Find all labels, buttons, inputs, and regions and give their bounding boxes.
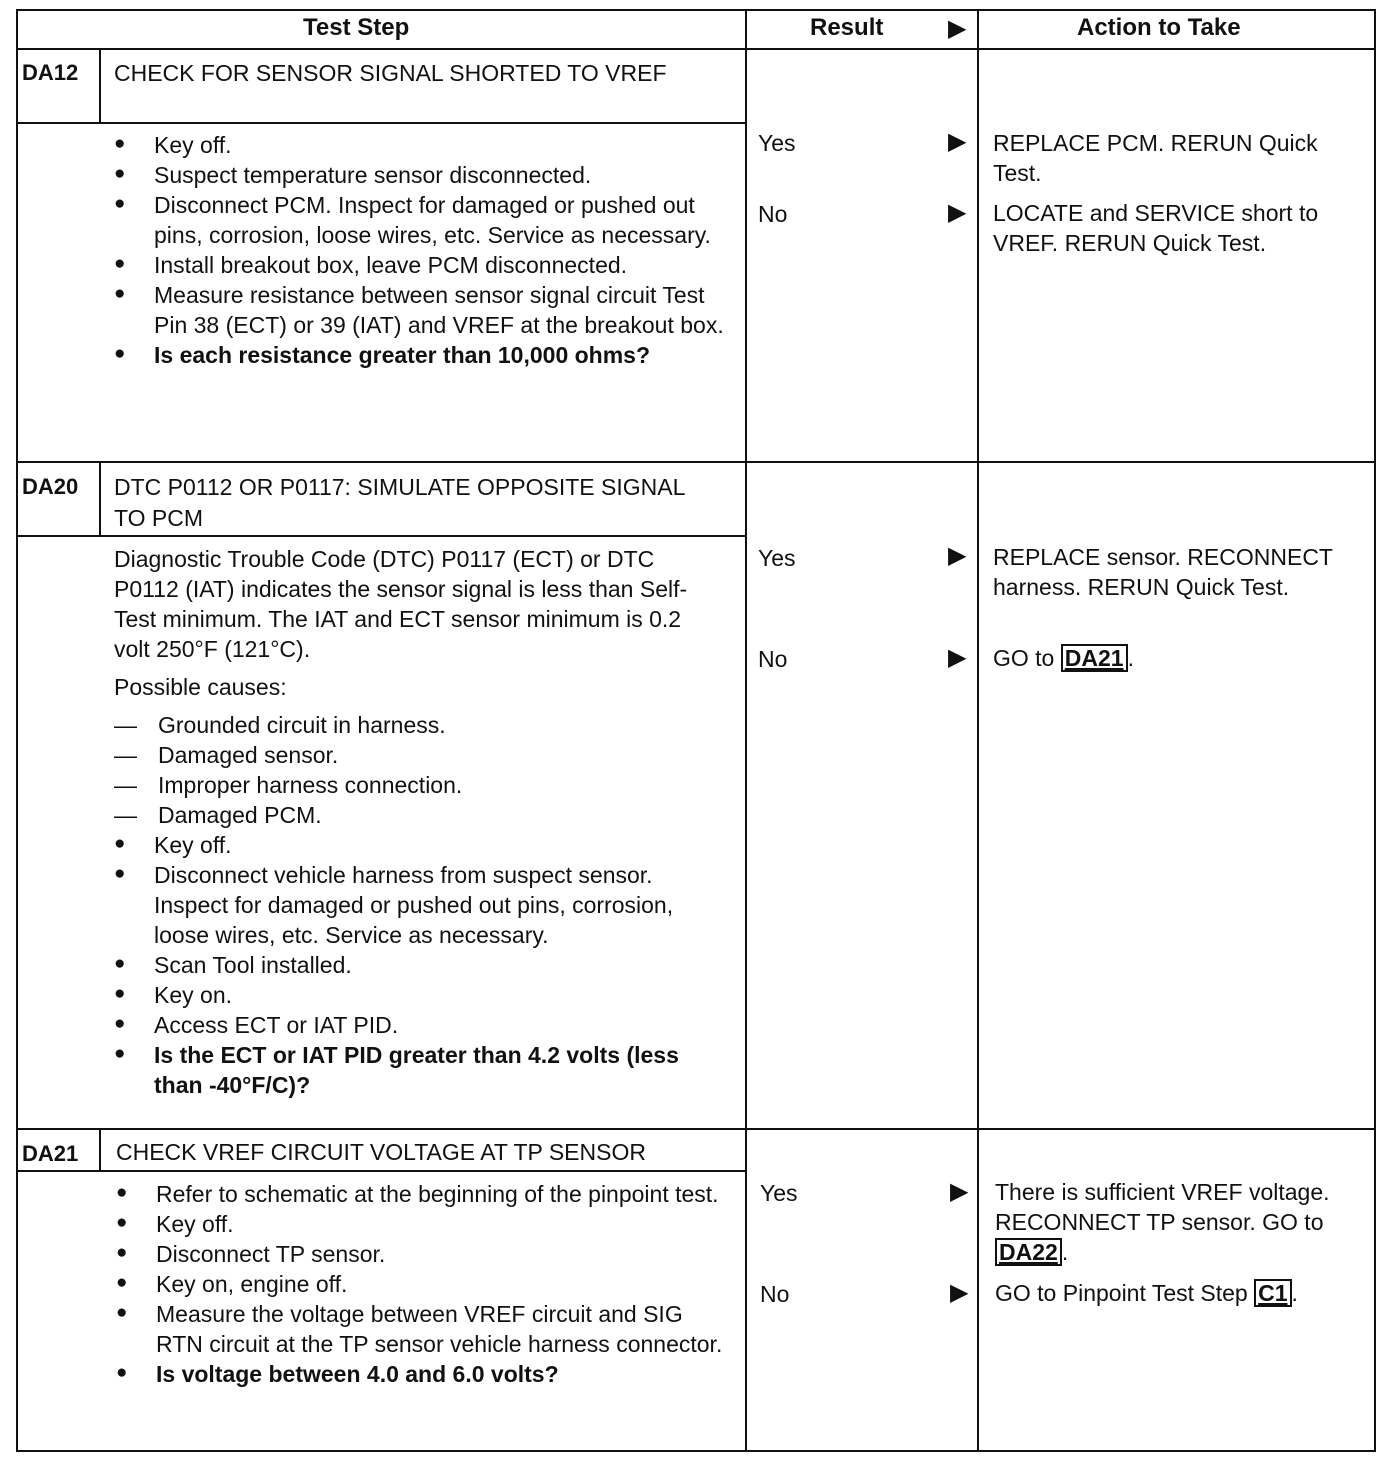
action-yes: REPLACE PCM. RERUN Quick Test. [993, 130, 1318, 186]
list-item: ● Disconnect vehicle harness from suspect sensor. Inspect for damaged or pushed out pins, corrosion, loose wires, etc. Service as necessary. [114, 860, 714, 950]
row-divider-2 [16, 1128, 1374, 1130]
step-title: DTC P0112 OR P0117: SIMULATE OPPOSITE SIGNAL TO PCM [114, 474, 685, 531]
action-text: GO to Pinpoint Test Step [995, 1280, 1248, 1306]
right-triangle-icon: ▶ [948, 542, 967, 569]
table-border-bottom [16, 1450, 1376, 1452]
list-item: ● Key off. [114, 130, 724, 160]
col-divider-action [977, 9, 979, 1452]
right-triangle-icon: ▶ [950, 1178, 969, 1205]
col-divider-result [745, 9, 747, 1452]
action-no [993, 643, 1368, 673]
step-id-divider-2 [99, 461, 101, 535]
list-item: ● Disconnect PCM. Inspect for damaged or pushed out pins, corrosion, loose wires, etc. Service as necessary. [114, 190, 724, 250]
header-test-step: Test Step [303, 14, 410, 41]
step-body [116, 1179, 726, 1389]
right-triangle-icon: ▶ [950, 1279, 969, 1306]
step-id-divider-1 [99, 48, 101, 122]
list-item: ● Key on, engine off. [116, 1269, 726, 1299]
result-no: No [758, 201, 788, 227]
list-item: ● Scan Tool installed. [114, 950, 714, 980]
step-id: DA21 [22, 1141, 79, 1166]
list-item: ● Key off. [116, 1209, 726, 1239]
cause-item: — Damaged sensor. [114, 740, 714, 770]
step-link-da22[interactable]: DA22 [995, 1238, 1062, 1266]
step-title-divider-1 [16, 122, 746, 124]
header-divider [16, 48, 1374, 50]
action-text: There is sufficient VREF voltage. RECONNECT TP sensor. GO to [995, 1179, 1330, 1235]
right-triangle-icon: ▶ [948, 128, 967, 155]
table-border-right [1374, 9, 1376, 1452]
list-item: ● Install breakout box, leave PCM disconnected. [114, 250, 724, 280]
step-id-divider-3 [99, 1128, 101, 1170]
right-triangle-icon: ▶ [948, 199, 967, 226]
list-item: ● Measure resistance between sensor signal circuit Test Pin 38 (ECT) or 39 (IAT) and VREF at the breakout box. [114, 280, 724, 340]
cause-item: — Improper harness connection. [114, 770, 714, 800]
question-item: ● Is the ECT or IAT PID greater than 4.2 volts (less than -40°F/C)? [114, 1040, 714, 1100]
right-triangle-icon: ▶ [948, 644, 967, 671]
action-text-end: . [1127, 645, 1134, 671]
list-item: ● Access ECT or IAT PID. [114, 1010, 714, 1040]
right-triangle-icon: ▶ [948, 15, 967, 42]
question-item: ● Is each resistance greater than 10,000 ohms? [114, 340, 724, 370]
list-item: ● Refer to schematic at the beginning of the pinpoint test. [116, 1179, 726, 1209]
action-text: GO to [993, 645, 1055, 671]
step-title: CHECK VREF CIRCUIT VOLTAGE AT TP SENSOR [116, 1139, 646, 1165]
step-title-divider-3 [16, 1170, 746, 1172]
result-no: No [758, 646, 788, 672]
step-id: DA12 [22, 60, 79, 85]
header-action: Action to Take [1077, 14, 1241, 41]
action-yes: REPLACE sensor. RECONNECT harness. RERUN Quick Test. [993, 544, 1333, 600]
step-title: CHECK FOR SENSOR SIGNAL SHORTED TO VREF [114, 60, 667, 86]
result-yes: Yes [758, 130, 796, 156]
action-yes [995, 1177, 1355, 1267]
result-no: No [760, 1281, 790, 1307]
header-result: Result [810, 14, 884, 41]
table-border-left [16, 9, 18, 1452]
result-yes: Yes [758, 545, 796, 571]
cause-item: — Grounded circuit in harness. [114, 710, 714, 740]
possible-causes-label: Possible causes: [114, 674, 287, 700]
action-no [995, 1278, 1370, 1308]
step-link-da21[interactable]: DA21 [1061, 644, 1128, 672]
list-item: ● Key off. [114, 830, 714, 860]
step-body [114, 130, 724, 370]
list-item: ● Key on. [114, 980, 714, 1010]
list-item: ● Suspect temperature sensor disconnected. [114, 160, 724, 190]
step-link-c1[interactable]: C1 [1254, 1279, 1291, 1307]
step-id: DA20 [22, 474, 79, 499]
list-item: ● Measure the voltage between VREF circuit and SIG RTN circuit at the TP sensor vehicle harness connector. [116, 1299, 726, 1359]
action-text-end: . [1061, 1239, 1069, 1265]
intro-text: Diagnostic Trouble Code (DTC) P0117 (ECT) or DTC P0112 (IAT) indicates the sensor signal is less than Self-Test minimum. The IAT and ECT sensor minimum is 0.2 volt 250°F (121°C). [114, 546, 688, 662]
result-yes: Yes [760, 1180, 798, 1206]
cause-item: — Damaged PCM. [114, 800, 714, 830]
list-item: ● Disconnect TP sensor. [116, 1239, 726, 1269]
row-divider-1 [16, 461, 1374, 463]
action-no: LOCATE and SERVICE short to VREF. RERUN Quick Test. [993, 200, 1319, 256]
table-border-top [16, 9, 1374, 11]
step-title-divider-2 [16, 535, 746, 537]
step-body [114, 544, 714, 1100]
action-text-end: . [1291, 1280, 1298, 1306]
question-item: ● Is voltage between 4.0 and 6.0 volts? [116, 1359, 726, 1389]
